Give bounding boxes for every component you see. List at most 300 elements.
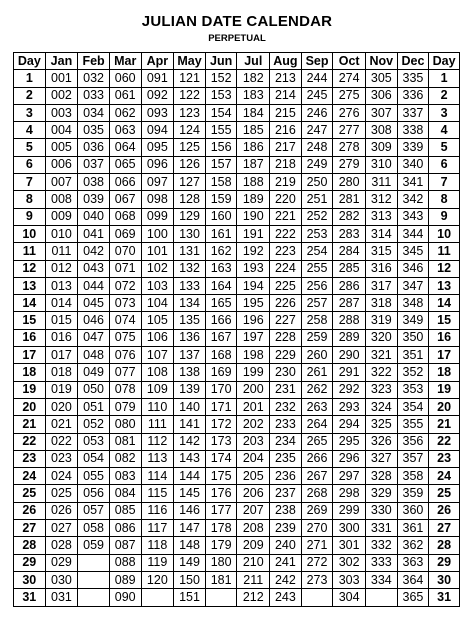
julian-date-cell: 169 xyxy=(205,364,237,381)
julian-date-cell: 229 xyxy=(270,347,302,364)
day-number-cell: 16 xyxy=(14,329,46,346)
julian-date-cell: 332 xyxy=(366,537,398,554)
julian-date-cell: 058 xyxy=(78,520,110,537)
julian-date-cell: 124 xyxy=(174,122,206,139)
julian-date-cell: 225 xyxy=(270,277,302,294)
table-row xyxy=(14,589,460,606)
julian-date-cell: 048 xyxy=(78,347,110,364)
day-number-cell: 8 xyxy=(14,191,46,208)
table-row xyxy=(14,364,460,381)
julian-date-cell: 150 xyxy=(174,571,206,588)
julian-date-cell: 342 xyxy=(397,191,429,208)
julian-date-cell: 007 xyxy=(45,174,78,191)
julian-date-cell: 279 xyxy=(333,156,366,173)
julian-date-cell: 177 xyxy=(205,502,237,519)
julian-date-cell: 268 xyxy=(301,485,333,502)
page-subtitle: PERPETUAL xyxy=(208,33,266,44)
julian-date-cell: 345 xyxy=(397,243,429,260)
julian-date-cell: 214 xyxy=(270,87,302,104)
julian-date-cell: 246 xyxy=(301,104,333,121)
julian-date-cell: 120 xyxy=(141,571,174,588)
table-row xyxy=(14,347,460,364)
julian-date-cell: 077 xyxy=(109,364,141,381)
julian-date-cell: 085 xyxy=(109,502,141,519)
julian-date-cell: 316 xyxy=(366,260,398,277)
table-row xyxy=(14,485,460,502)
julian-date-cell: 263 xyxy=(301,398,333,415)
julian-date-cell: 206 xyxy=(237,485,270,502)
day-number-cell: 25 xyxy=(429,485,460,502)
julian-date-cell: 230 xyxy=(270,364,302,381)
julian-date-cell: 083 xyxy=(109,468,141,485)
julian-date-cell: 325 xyxy=(366,416,398,433)
julian-date-cell: 253 xyxy=(301,225,333,242)
julian-date-cell: 153 xyxy=(205,87,237,104)
julian-date-cell: 278 xyxy=(333,139,366,156)
julian-date-cell: 155 xyxy=(205,122,237,139)
julian-date-cell: 339 xyxy=(397,139,429,156)
julian-date-cell: 289 xyxy=(333,329,366,346)
julian-date-cell: 280 xyxy=(333,174,366,191)
julian-date-cell: 129 xyxy=(174,208,206,225)
day-number-cell: 30 xyxy=(429,571,460,588)
julian-date-cell: 163 xyxy=(205,260,237,277)
table-row xyxy=(14,468,460,485)
julian-date-cell: 237 xyxy=(270,485,302,502)
julian-date-cell: 098 xyxy=(141,191,174,208)
julian-date-cell: 265 xyxy=(301,433,333,450)
day-number-cell: 31 xyxy=(429,589,460,606)
julian-date-cell: 323 xyxy=(366,381,398,398)
julian-date-cell: 360 xyxy=(397,502,429,519)
julian-date-cell: 208 xyxy=(237,520,270,537)
julian-date-cell: 131 xyxy=(174,243,206,260)
julian-date-cell: 056 xyxy=(78,485,110,502)
julian-date-cell: 141 xyxy=(174,416,206,433)
julian-date-cell: 174 xyxy=(205,450,237,467)
table-row xyxy=(14,104,460,121)
julian-date-cell: 238 xyxy=(270,502,302,519)
julian-date-cell: 052 xyxy=(78,416,110,433)
julian-date-cell: 351 xyxy=(397,347,429,364)
julian-date-cell: 047 xyxy=(78,329,110,346)
julian-date-cell: 160 xyxy=(205,208,237,225)
julian-date-cell: 116 xyxy=(141,502,174,519)
day-number-cell: 16 xyxy=(429,329,460,346)
julian-date-cell: 349 xyxy=(397,312,429,329)
julian-date-cell: 315 xyxy=(366,243,398,260)
julian-date-cell: 241 xyxy=(270,554,302,571)
julian-date-cell: 115 xyxy=(141,485,174,502)
day-number-cell: 5 xyxy=(14,139,46,156)
julian-date-cell: 009 xyxy=(45,208,78,225)
julian-date-cell: 356 xyxy=(397,433,429,450)
julian-date-cell: 042 xyxy=(78,243,110,260)
julian-date-cell: 039 xyxy=(78,191,110,208)
day-number-cell: 29 xyxy=(14,554,46,571)
julian-date-cell: 121 xyxy=(174,70,206,87)
julian-date-cell: 135 xyxy=(174,312,206,329)
julian-date-cell: 305 xyxy=(366,70,398,87)
julian-date-cell: 195 xyxy=(237,295,270,312)
julian-date-cell: 181 xyxy=(205,571,237,588)
julian-date-cell: 034 xyxy=(78,104,110,121)
julian-date-cell: 352 xyxy=(397,364,429,381)
julian-date-cell: 142 xyxy=(174,433,206,450)
julian-date-cell: 187 xyxy=(237,156,270,173)
table-row xyxy=(14,554,460,571)
julian-date-cell: 270 xyxy=(301,520,333,537)
julian-date-cell: 317 xyxy=(366,277,398,294)
column-header-month: Aug xyxy=(270,53,302,70)
julian-date-cell: 364 xyxy=(397,571,429,588)
julian-date-cell: 025 xyxy=(45,485,78,502)
day-number-cell: 6 xyxy=(14,156,46,173)
julian-date-cell: 035 xyxy=(78,122,110,139)
column-header-month: Feb xyxy=(78,53,110,70)
day-number-cell: 14 xyxy=(14,295,46,312)
julian-date-cell: 086 xyxy=(109,520,141,537)
julian-date-cell: 132 xyxy=(174,260,206,277)
day-number-cell: 11 xyxy=(429,243,460,260)
julian-date-cell: 281 xyxy=(333,191,366,208)
table-row xyxy=(14,571,460,588)
julian-date-cell: 243 xyxy=(270,589,302,606)
julian-date-cell: 341 xyxy=(397,174,429,191)
julian-date-cell: 252 xyxy=(301,208,333,225)
column-header-month: Nov xyxy=(366,53,398,70)
julian-date-cell: 228 xyxy=(270,329,302,346)
header-row xyxy=(14,53,460,70)
julian-date-cell: 333 xyxy=(366,554,398,571)
julian-date-cell: 182 xyxy=(237,70,270,87)
day-number-cell: 9 xyxy=(429,208,460,225)
julian-date-cell: 014 xyxy=(45,295,78,312)
julian-date-cell: 313 xyxy=(366,208,398,225)
julian-date-cell: 089 xyxy=(109,571,141,588)
julian-date-cell: 299 xyxy=(333,502,366,519)
julian-date-cell: 343 xyxy=(397,208,429,225)
julian-date-cell: 152 xyxy=(205,70,237,87)
table-row xyxy=(14,520,460,537)
julian-date-cell: 060 xyxy=(109,70,141,87)
day-number-cell: 7 xyxy=(14,174,46,191)
julian-date-cell: 158 xyxy=(205,174,237,191)
table-row xyxy=(14,174,460,191)
day-number-cell: 4 xyxy=(429,122,460,139)
julian-date-cell: 175 xyxy=(205,468,237,485)
julian-date-cell: 297 xyxy=(333,468,366,485)
day-number-cell: 15 xyxy=(429,312,460,329)
day-number-cell: 23 xyxy=(429,450,460,467)
julian-date-cell: 020 xyxy=(45,398,78,415)
table-row xyxy=(14,243,460,260)
julian-date-cell: 103 xyxy=(141,277,174,294)
julian-date-cell: 104 xyxy=(141,295,174,312)
julian-date-cell: 274 xyxy=(333,70,366,87)
table-row xyxy=(14,312,460,329)
julian-date-cell: 186 xyxy=(237,139,270,156)
julian-date-cell: 213 xyxy=(270,70,302,87)
julian-date-cell: 272 xyxy=(301,554,333,571)
julian-date-cell: 215 xyxy=(270,104,302,121)
julian-date-cell: 029 xyxy=(45,554,78,571)
julian-date-cell: 276 xyxy=(333,104,366,121)
julian-date-cell: 199 xyxy=(237,364,270,381)
day-number-cell: 22 xyxy=(14,433,46,450)
julian-date-cell: 204 xyxy=(237,450,270,467)
julian-date-cell: 057 xyxy=(78,502,110,519)
julian-date-cell: 331 xyxy=(366,520,398,537)
julian-date-cell: 027 xyxy=(45,520,78,537)
julian-date-cell: 286 xyxy=(333,277,366,294)
julian-date-cell: 231 xyxy=(270,381,302,398)
table-row xyxy=(14,70,460,87)
julian-date-cell: 016 xyxy=(45,329,78,346)
julian-date-cell: 285 xyxy=(333,260,366,277)
julian-date-cell: 193 xyxy=(237,260,270,277)
julian-date-cell: 044 xyxy=(78,277,110,294)
julian-date-cell: 019 xyxy=(45,381,78,398)
julian-date-cell: 336 xyxy=(397,87,429,104)
day-number-cell: 28 xyxy=(429,537,460,554)
column-header-month: Jan xyxy=(45,53,78,70)
julian-date-cell: 087 xyxy=(109,537,141,554)
julian-date-cell: 256 xyxy=(301,277,333,294)
julian-date-cell: 017 xyxy=(45,347,78,364)
julian-date-cell: 293 xyxy=(333,398,366,415)
julian-date-cell: 287 xyxy=(333,295,366,312)
julian-date-cell: 164 xyxy=(205,277,237,294)
julian-date-cell: 273 xyxy=(301,571,333,588)
julian-date-cell: 216 xyxy=(270,122,302,139)
julian-date-cell: 137 xyxy=(174,347,206,364)
julian-date-cell xyxy=(141,589,174,606)
julian-date-cell: 261 xyxy=(301,364,333,381)
day-number-cell: 1 xyxy=(14,70,46,87)
julian-date-cell: 335 xyxy=(397,70,429,87)
julian-date-cell: 202 xyxy=(237,416,270,433)
julian-date-cell: 140 xyxy=(174,398,206,415)
julian-date-cell: 209 xyxy=(237,537,270,554)
julian-date-cell: 234 xyxy=(270,433,302,450)
julian-date-cell: 101 xyxy=(141,243,174,260)
julian-date-cell: 023 xyxy=(45,450,78,467)
julian-date-cell: 167 xyxy=(205,329,237,346)
julian-date-cell xyxy=(366,589,398,606)
column-header-month: May xyxy=(174,53,206,70)
julian-date-cell: 038 xyxy=(78,174,110,191)
julian-date-cell: 251 xyxy=(301,191,333,208)
julian-date-cell: 074 xyxy=(109,312,141,329)
julian-date-cell: 172 xyxy=(205,416,237,433)
column-header-day-left: Day xyxy=(14,53,46,70)
day-number-cell: 29 xyxy=(429,554,460,571)
julian-date-cell: 347 xyxy=(397,277,429,294)
julian-date-cell: 194 xyxy=(237,277,270,294)
table-row xyxy=(14,260,460,277)
julian-date-cell: 099 xyxy=(141,208,174,225)
julian-date-cell: 290 xyxy=(333,347,366,364)
julian-date-cell: 207 xyxy=(237,502,270,519)
day-number-cell: 1 xyxy=(429,70,460,87)
day-number-cell: 26 xyxy=(429,502,460,519)
julian-date-cell: 071 xyxy=(109,260,141,277)
column-header-month: Sep xyxy=(301,53,333,70)
day-number-cell: 18 xyxy=(429,364,460,381)
table-header xyxy=(14,53,460,70)
julian-date-cell: 128 xyxy=(174,191,206,208)
julian-date-cell: 084 xyxy=(109,485,141,502)
julian-date-cell: 105 xyxy=(141,312,174,329)
table-row xyxy=(14,208,460,225)
day-number-cell: 6 xyxy=(429,156,460,173)
julian-date-cell: 003 xyxy=(45,104,78,121)
julian-date-cell: 275 xyxy=(333,87,366,104)
julian-date-cell: 337 xyxy=(397,104,429,121)
table-row xyxy=(14,191,460,208)
julian-date-cell: 094 xyxy=(141,122,174,139)
julian-date-cell: 021 xyxy=(45,416,78,433)
day-number-cell: 26 xyxy=(14,502,46,519)
julian-date-cell: 095 xyxy=(141,139,174,156)
julian-date-cell: 041 xyxy=(78,225,110,242)
day-number-cell: 18 xyxy=(14,364,46,381)
julian-date-cell: 096 xyxy=(141,156,174,173)
julian-date-cell: 147 xyxy=(174,520,206,537)
julian-date-cell: 138 xyxy=(174,364,206,381)
day-number-cell: 10 xyxy=(14,225,46,242)
julian-date-cell: 069 xyxy=(109,225,141,242)
julian-date-cell: 196 xyxy=(237,312,270,329)
julian-date-cell xyxy=(205,589,237,606)
julian-date-cell: 324 xyxy=(366,398,398,415)
julian-date-cell: 320 xyxy=(366,329,398,346)
julian-date-cell: 049 xyxy=(78,364,110,381)
julian-date-cell: 319 xyxy=(366,312,398,329)
julian-date-cell: 078 xyxy=(109,381,141,398)
julian-date-cell: 119 xyxy=(141,554,174,571)
table-row xyxy=(14,433,460,450)
day-number-cell: 19 xyxy=(429,381,460,398)
julian-date-cell: 106 xyxy=(141,329,174,346)
julian-date-cell: 365 xyxy=(397,589,429,606)
julian-date-cell: 328 xyxy=(366,468,398,485)
julian-date-cell: 126 xyxy=(174,156,206,173)
julian-date-cell: 018 xyxy=(45,364,78,381)
julian-date-cell: 344 xyxy=(397,225,429,242)
julian-date-cell: 346 xyxy=(397,260,429,277)
julian-date-cell: 283 xyxy=(333,225,366,242)
julian-date-cell: 330 xyxy=(366,502,398,519)
julian-date-cell: 005 xyxy=(45,139,78,156)
julian-date-cell: 254 xyxy=(301,243,333,260)
julian-date-cell: 310 xyxy=(366,156,398,173)
julian-date-cell: 012 xyxy=(45,260,78,277)
day-number-cell: 23 xyxy=(14,450,46,467)
julian-date-cell: 144 xyxy=(174,468,206,485)
julian-date-cell: 170 xyxy=(205,381,237,398)
julian-date-cell: 081 xyxy=(109,433,141,450)
julian-date-cell: 192 xyxy=(237,243,270,260)
table-row xyxy=(14,450,460,467)
julian-date-cell xyxy=(78,589,110,606)
julian-date-cell: 329 xyxy=(366,485,398,502)
day-number-cell: 4 xyxy=(14,122,46,139)
julian-date-cell: 257 xyxy=(301,295,333,312)
julian-date-cell: 118 xyxy=(141,537,174,554)
julian-date-cell: 248 xyxy=(301,139,333,156)
julian-date-cell: 117 xyxy=(141,520,174,537)
julian-date-cell: 062 xyxy=(109,104,141,121)
julian-date-cell: 205 xyxy=(237,468,270,485)
julian-date-cell: 211 xyxy=(237,571,270,588)
julian-date-cell: 010 xyxy=(45,225,78,242)
julian-date-cell: 037 xyxy=(78,156,110,173)
julian-date-cell: 321 xyxy=(366,347,398,364)
julian-date-cell: 050 xyxy=(78,381,110,398)
julian-date-cell: 102 xyxy=(141,260,174,277)
julian-date-cell: 073 xyxy=(109,295,141,312)
julian-date-cell: 079 xyxy=(109,398,141,415)
julian-date-cell: 011 xyxy=(45,243,78,260)
column-header-month: Jul xyxy=(237,53,270,70)
day-number-cell: 30 xyxy=(14,571,46,588)
julian-date-cell: 334 xyxy=(366,571,398,588)
julian-date-cell: 357 xyxy=(397,450,429,467)
julian-date-cell: 008 xyxy=(45,191,78,208)
julian-date-cell: 220 xyxy=(270,191,302,208)
julian-date-cell: 362 xyxy=(397,537,429,554)
julian-date-cell: 210 xyxy=(237,554,270,571)
julian-date-cell: 239 xyxy=(270,520,302,537)
julian-date-cell: 222 xyxy=(270,225,302,242)
julian-date-cell: 031 xyxy=(45,589,78,606)
julian-date-cell: 107 xyxy=(141,347,174,364)
julian-date-cell: 294 xyxy=(333,416,366,433)
table-row xyxy=(14,225,460,242)
julian-date-cell: 046 xyxy=(78,312,110,329)
julian-date-cell: 288 xyxy=(333,312,366,329)
julian-date-cell: 326 xyxy=(366,433,398,450)
julian-date-cell: 148 xyxy=(174,537,206,554)
julian-date-cell: 026 xyxy=(45,502,78,519)
day-number-cell: 11 xyxy=(14,243,46,260)
julian-date-cell: 264 xyxy=(301,416,333,433)
julian-date-cell: 097 xyxy=(141,174,174,191)
day-number-cell: 13 xyxy=(429,277,460,294)
day-number-cell: 21 xyxy=(429,416,460,433)
julian-date-cell: 250 xyxy=(301,174,333,191)
table-row xyxy=(14,502,460,519)
day-number-cell: 3 xyxy=(14,104,46,121)
julian-date-cell xyxy=(78,554,110,571)
julian-date-cell: 232 xyxy=(270,398,302,415)
julian-date-cell: 354 xyxy=(397,398,429,415)
julian-date-cell: 161 xyxy=(205,225,237,242)
julian-date-cell: 032 xyxy=(78,70,110,87)
julian-date-cell: 249 xyxy=(301,156,333,173)
julian-date-cell: 322 xyxy=(366,364,398,381)
julian-date-cell: 065 xyxy=(109,156,141,173)
julian-date-cell: 168 xyxy=(205,347,237,364)
julian-date-cell: 296 xyxy=(333,450,366,467)
julian-date-cell: 015 xyxy=(45,312,78,329)
day-number-cell: 12 xyxy=(429,260,460,277)
julian-date-cell: 075 xyxy=(109,329,141,346)
julian-date-cell: 178 xyxy=(205,520,237,537)
table-row xyxy=(14,381,460,398)
